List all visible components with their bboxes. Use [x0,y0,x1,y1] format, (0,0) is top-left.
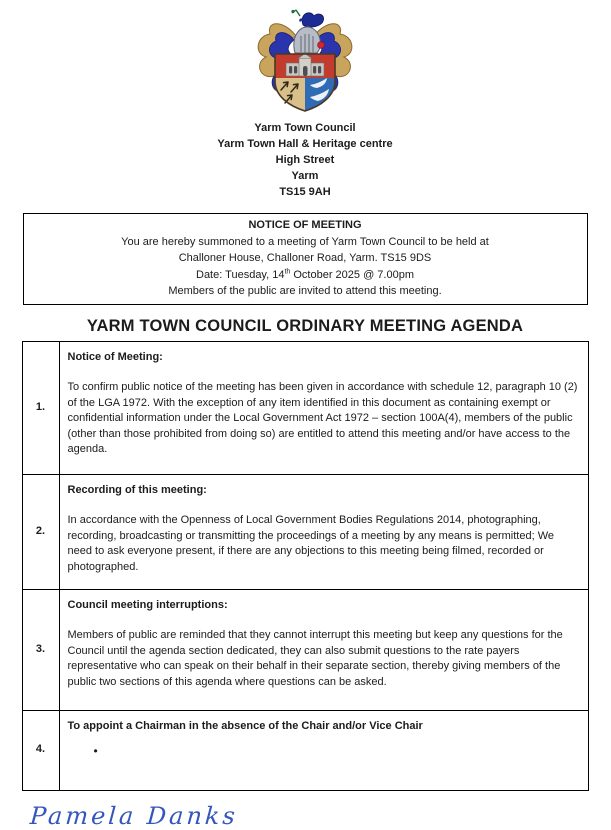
notice-of-meeting-box [23,213,588,305]
agenda-title: YARM TOWN COUNCIL ORDINARY MEETING AGENDA [86,316,524,335]
notice-summons-line: You are hereby summoned to a meeting of Yarm Town Council to be held at [121,235,489,248]
coat-of-arms [0,0,610,114]
item-number: 1. [22,341,59,474]
coat-of-arms-graphic [244,8,366,114]
item-content [59,474,588,589]
agenda-row-1 [22,341,588,474]
notice-venue-line: Challoner House, Challoner Road, Yarm. TS15 9DS [178,252,432,264]
notice-title: NOTICE OF MEETING [248,219,362,231]
org-postcode: TS15 9AH [279,186,331,198]
item-heading: Recording of this meeting: [67,483,207,496]
item-body: In accordance with the Openness of Local Government Bodies Regulations 2014, photographing, recording, broadcasting or transmitting the proceedings of a meeting by any means is permitted; We need to ask everyone present, if there are any objections to this meeting being filmed, recorded or photographed. [67,514,554,573]
notice-public-line: Members of the public are invited to attend this meeting. [168,285,442,297]
org-address-line: High Street [275,154,335,166]
shield [275,54,335,112]
item-content [59,341,588,474]
item-number: 2. [22,474,59,589]
org-name: Yarm Town Council [254,122,356,134]
signature-pamela-danks: Pamela Danks [29,801,239,830]
item-content [59,589,588,710]
item-number: 3. [22,589,59,710]
item-heading: Council meeting interruptions: [67,598,228,611]
item-heading: To appoint a Chairman in the absence of the Chair and/or Vice Chair [67,719,423,732]
item-bullet: • [93,744,98,758]
agenda-row-2 [22,474,588,589]
ordinal-superscript: th [284,267,291,275]
item-body: Members of public are reminded that they cannot interrupt this meeting but keep any questions for the Council until the agenda section dedicated, they can also submit questions to the rate payers representative who can speak on their behalf in their separate section, thereby giving members of the public two sections of this agenda where questions can be asked. [67,629,563,688]
agenda-row-4 [22,710,588,790]
notice-date-line: Date: Tuesday, 14th October 2025 @ 7.00pm [196,267,414,281]
item-heading: Notice of Meeting: [67,350,163,363]
org-address-block [0,120,610,200]
item-number: 4. [22,710,59,790]
org-address-line: Yarm [291,170,319,182]
crest-bird [291,10,323,27]
item-content [59,710,588,790]
item-body: To confirm public notice of the meeting has been given in accordance with schedule 12, paragraph 10 (2) of the LGA 1972. With the exception of any item identified in this document as containing exempt or confidential information under the Local Government Act 1972 – section 100A(4), members of the public (other than those prohibited from doing so) are entitled to attend this meeting and/or have access to the agenda. [67,381,578,455]
org-address-line: Yarm Town Hall & Heritage centre [217,138,393,150]
agenda-row-3 [22,589,588,710]
agenda-table [22,341,589,791]
